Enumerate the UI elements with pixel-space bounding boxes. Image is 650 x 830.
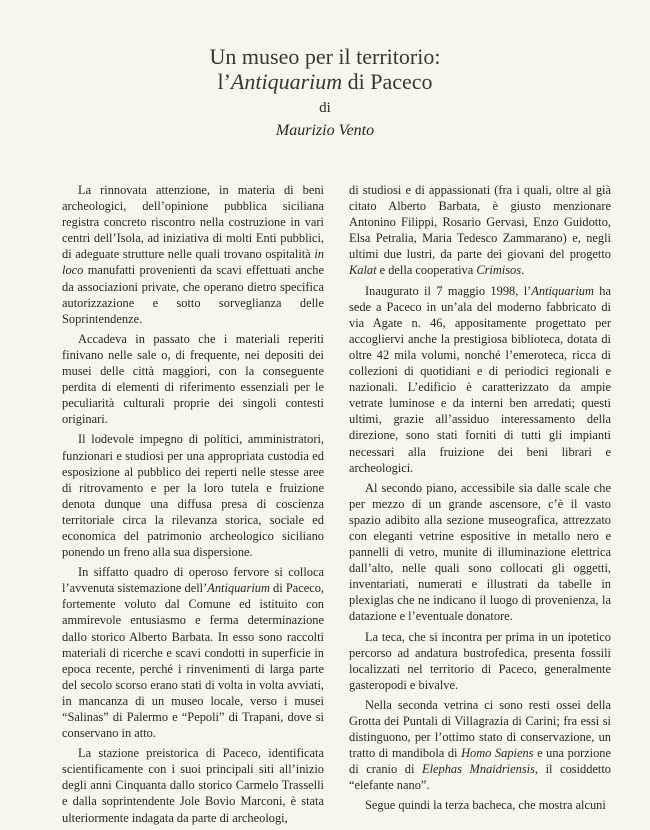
paragraph: Accadeva in passato che i materiali reperiti finivano nelle sale o, di frequente, nei depositi dei musei delle città maggiori, con la conseguente perdita di elementi di riferimento essenziali per le peculiarità culturali proprie dei singoli contesti originari. — [62, 331, 324, 427]
paragraph — [62, 182, 324, 327]
paragraph — [62, 564, 324, 741]
title-line-1: Un museo per il territorio: — [209, 44, 441, 69]
paragraph — [349, 283, 611, 476]
title-italic: Antiquarium — [230, 69, 343, 94]
paragraph: Segue quindi la terza bacheca, che mostra alcuni — [365, 798, 606, 813]
text: Nella seconda vetrina ci sono resti ossei della Grotta dei Puntali di Villagrazia di Carini; fra essi si distinguono, per l’ottimo stato di conservazione, un tratto di mandibola di — [349, 697, 611, 761]
title-prefix: l’ — [217, 69, 231, 94]
text: e una porzione di cranio di — [349, 746, 611, 777]
paragraph: Il lodevole impegno di politici, amministratori, funzionari e studiosi per una appropriata custodia ed esposizione al pubblico dei reperti nelle stesse aree di ritrovamento e per la loro tutela e fruizione denota dunque una diffusa presa di coscienza territoriale circa la rilevanza storica, sociale ed economica del patrimonio archeologico siciliano ponendo un freno alla sua dispersione. — [62, 432, 324, 560]
italic-text: Homo Sapiens — [461, 746, 534, 761]
title-suffix: di Paceco — [342, 69, 433, 94]
italic-text: Kalat — [349, 263, 377, 278]
text: , il cosiddetto “elefante nano”. — [349, 762, 611, 793]
italic-text: Crimisos — [476, 263, 522, 278]
right-column — [349, 182, 611, 818]
italic-text: Antiquarium — [531, 283, 594, 298]
text: Inaugurato il 7 maggio 1998, l’ — [365, 283, 532, 298]
left-column — [62, 182, 324, 830]
title-line-2 — [0, 69, 650, 94]
paragraph: Al secondo piano, accessibile sia dalle scale che per mezzo di un grande ascensore, c’è il vasto spazio adibito alla sezione museografica, attrezzato con eleganti vetrine espositive in metallo nero e pannelli di vetro, munite di illuminazione elettrica dall’alto, nelle quali sono collocati gli oggetti, inventariati, numerati e illustrati da tabelle in plexiglas che ne indicano il luogo di provenienza, la datazione e l’eventuale donatore. — [349, 480, 611, 624]
text: ha sede a Paceco in un’ala del moderno fabbricato di via Agate n. 46, appositamente progettato per accogliervi anche la prestigiosa biblioteca, dotata di oltre 42 mila volumi, nonché l’emeroteca, ricca di collezioni di quotidiani e di periodici regionali e nazionali. L’edificio è caratterizzato da ampie vetrate luminose e da interni ben arredati; questi ultimi, grazie all’assiduo interessamento della direzione, sono stati forniti di tutti gli impianti necessari alla fruizione dei beni librari e archeologici. — [349, 283, 611, 475]
text: In siffatto quadro di operoso fervore si colloca l’avvenuta sistemazione dell’ — [62, 565, 324, 596]
paragraph — [349, 182, 611, 279]
author-name: Maurizio Vento — [275, 122, 375, 139]
byline-di: di — [319, 100, 331, 116]
text: La rinnovata attenzione, in materia di beni archeologici, dell’opinione pubblica siciliana registra concreto riscontro nella costruzione in vari centri dell’Isola, ad iniziativa di molti Enti pubblici, di adeguate strutture nelle quali trovano ospitalità — [62, 183, 324, 262]
text: di studiosi e di appassionati (fra i quali, oltre al già citato Alberto Barbata, è giusto menzionare Antonino Filippi, Rosario Gervasi, Enzo Guidotto, Elsa Petralia, Maria Tedesco Zammarano) e, negli ultimi due lustri, da parte dei giovani del progetto — [349, 183, 611, 262]
text: . — [521, 263, 525, 278]
italic-text: Antiquarium — [207, 581, 270, 596]
text: manufatti provenienti da scavi effettuati anche da associazioni private, che operano dietro specifica autorizzazione e sotto sorveglianza delle Soprintendenze. — [62, 263, 324, 326]
text: e della cooperativa — [376, 263, 477, 278]
paragraph: La stazione preistorica di Paceco, identificata scientificamente con i suoi principali siti all’inizio degli anni Cinquanta dallo storico Carmelo Trasselli e dalla soprintendente Jole Bovio Marconi, è stata ulteriormente indagata da parte di archeologi, — [62, 746, 324, 825]
italic-text: in loco — [62, 247, 324, 278]
italic-text: Elephas Mnaidriensis — [422, 762, 535, 777]
text: di Paceco, fortemente voluto dal Comune ed istituito con ammirevole entusiasmo e ferma determinazione dallo storico Alberto Barbata. In esso sono raccolti materiali di ricerche e scavi condotti in superficie in epoca recente, perché i rinvenimenti di larga parte del secolo scorso erano stati di volta in volta avviati, in mancanza di un museo locale, verso i musei “Salinas” di Palermo e “Pepoli” di Trapani, dove si conservano in atto. — [62, 581, 324, 741]
article-title — [0, 44, 650, 94]
paragraph: La teca, che si incontra per prima in un ipotetico percorso ad andatura bustrofedica, presenta fossili localizzati nel territorio di Paceco, generalmente gasteropodi e bivalve. — [349, 629, 611, 692]
